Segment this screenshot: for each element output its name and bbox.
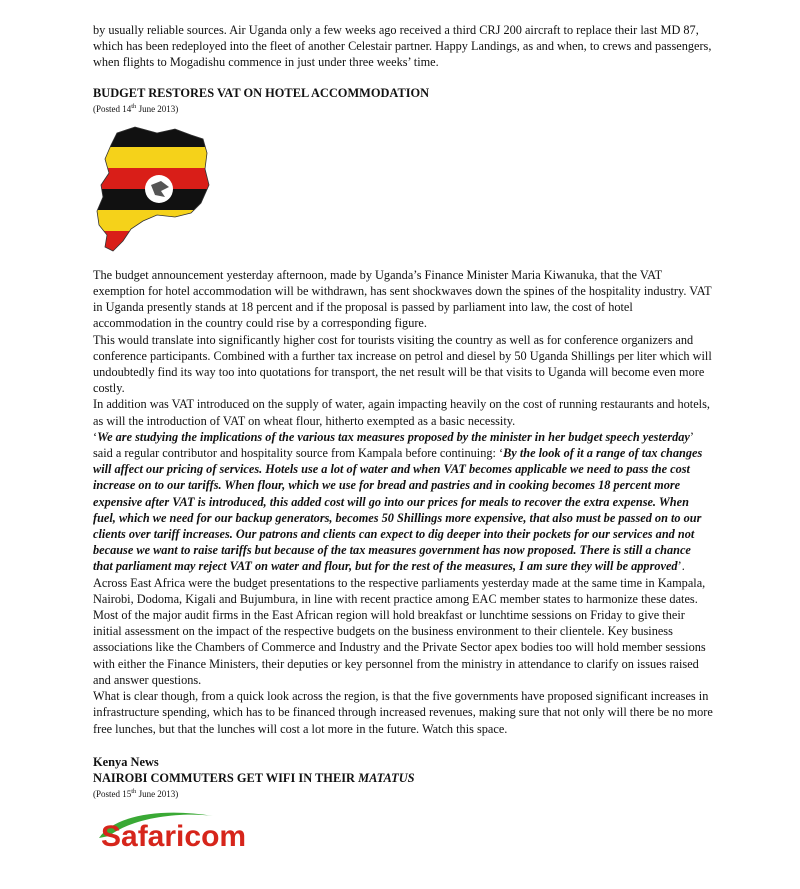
quote-mark: ’. — [677, 559, 685, 574]
uganda-flag-map — [95, 125, 213, 253]
article-headline: BUDGET RESTORES VAT ON HOTEL ACCOMMODATION — [93, 85, 430, 100]
intro-paragraph: by usually reliable sources. Air Uganda only a few weeks ago received a third CRJ 200 aircraft to replace their last MD 87, which has been redeployed into the fleet of another Celestair partner. Happy Landings, as and when, to crews and passengers, when flights to Mogadishu commence in just under three weeks’ time. — [93, 23, 712, 70]
posted-date — [93, 786, 713, 800]
posted-date-post: June 2013) — [136, 103, 179, 114]
headline-italic: MATATUS — [358, 770, 415, 785]
headline-text: NAIROBI COMMUTERS GET WIFI IN THEIR — [93, 770, 359, 785]
article-paragraph: This would translate into significantly higher cost for tourists visiting the country as well as for conference organizers and conference participants. Combined with a further tax increase on petrol and diesel by 50 Uganda Shillings per liter which will undoubtedly find its way too into quotations for transport, the net result will be that visits to Uganda will become even more costly. — [93, 332, 712, 396]
article-paragraph: Across East Africa were the budget presentations to the respective parliaments yesterday made at the same time in Kampala, Nairobi, Dodoma, Kigali and Bujumbura, in line with recent practice among EAC member states to harmonize these dates. Most of the major audit firms in the East African region will hold breakfast or lunchtime sessions on Friday to give their initial assessment on the impact of the respective budgets on the business environment to their clientele. Key business associations like the Chambers of Commerce and Industry and the Private Sector apex bodies too will hold member sessions with either the Finance Ministers, their deputies or key personnel from the ministry in attendance to clarify on issues raised and answer questions. — [93, 575, 706, 687]
quote-text: By the look of it a range of tax changes will affect our pricing of services. Hotels use a lot of water and when VAT becomes applicable we need to pass the cost increase on to our tariffs. When flour, which we use for bread and pastries and in cooking becomes 18 percent more expensive after VAT is introduced, this added cost will go into our prices for meals to recover the extra expense. When fuel, which we need for our backup generators, becomes 50 Shillings more expensive, that also must be passed on to our clients over tariff increases. Our patrons and clients can expect to dig deeper into their pockets for our services and not because we want to raise tariffs but because of the tax measures government has now proposed. There is still a chance that parliament may reject VAT on water and flour, but for the rest of the measures, I am sure they will be approved — [93, 446, 703, 574]
posted-date-pre: (Posted 14 — [93, 103, 132, 114]
posted-date-pre: (Posted 15 — [93, 789, 132, 800]
quote-text: We are studying the implications of the various tax measures proposed by the minister in her budget speech yesterday — [97, 429, 690, 444]
article-vat — [93, 85, 713, 737]
safaricom-logo — [95, 808, 260, 854]
article-paragraph: The budget announcement yesterday afternoon, made by Uganda’s Finance Minister Maria Kiwanuka, that the VAT exemption for hotel accommodation will be withdrawn, has sent shockwaves down the spines of the hospitality industry. VAT in Uganda presently stands at 18 percent and if the proposal is passed by parliament into law, the cost of hotel accommodation in the country could rise by a corresponding figure. — [93, 267, 712, 331]
quote-mark: ‘ — [93, 429, 98, 444]
quote-attribution: ’ said a regular contributor and hospitality source from Kampala before continuing: ‘ — [93, 429, 694, 461]
posted-date — [93, 101, 713, 115]
posted-date-sup: th — [131, 788, 137, 796]
quote-paragraph — [93, 429, 713, 575]
article-wifi — [93, 754, 713, 854]
posted-date-sup: th — [131, 102, 137, 110]
article-headline — [93, 770, 713, 786]
section-title: Kenya News — [93, 754, 159, 769]
logo-wordmark: Safaricom — [101, 820, 247, 854]
document-page — [93, 22, 713, 854]
article-paragraph: What is clear though, from a quick look across the region, is that the five governments have proposed significant increases in infrastructure spending, which has to be financed through increased revenues, making sure that not only will there be no more free lunches, but that the lunches will cost a lot more in the future. Watch this space. — [93, 689, 713, 736]
article-paragraph: In addition was VAT introduced on the supply of water, again impacting heavily on the cost of running restaurants and hotels, as will the introduction of VAT on wheat flour, hitherto exempted as a basic necessity. — [93, 397, 710, 428]
posted-date-post: June 2013) — [136, 789, 179, 800]
